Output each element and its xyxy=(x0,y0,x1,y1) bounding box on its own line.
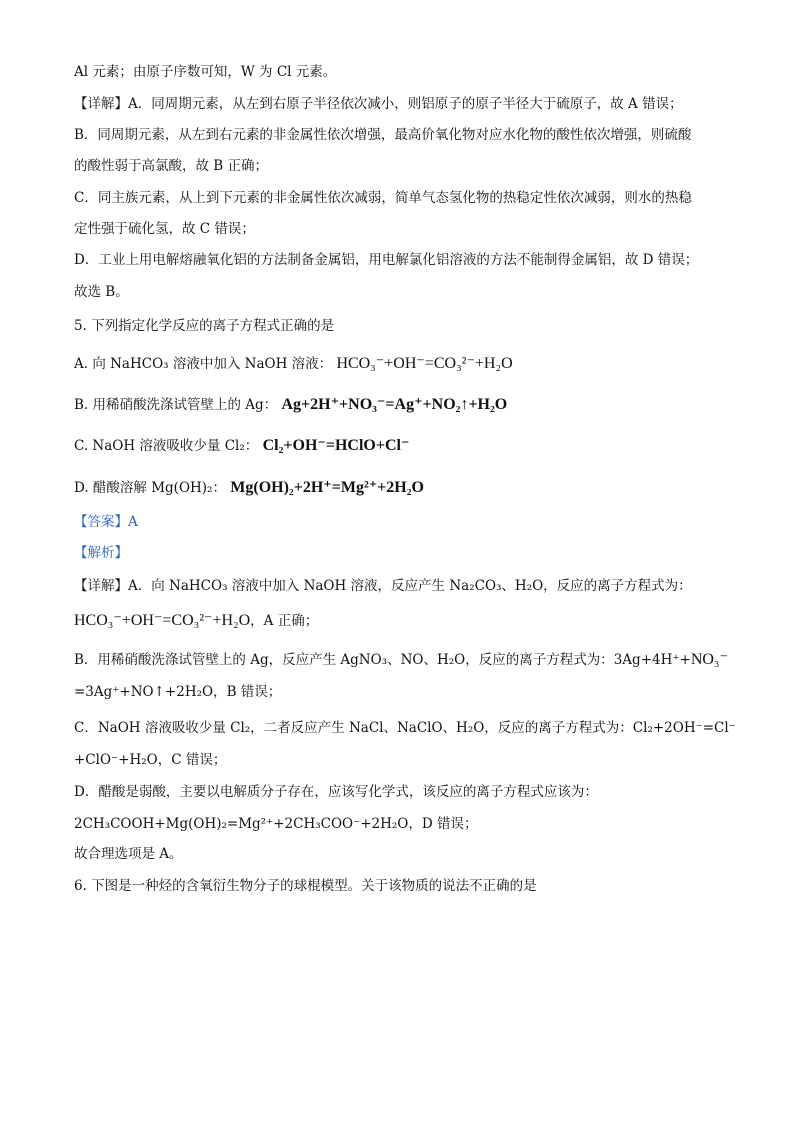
explain-b-equation: NO₃⁻ xyxy=(690,651,728,668)
option-a-equation: HCO₃⁻+OH⁻=CO₃²⁻+H₂O xyxy=(336,355,513,372)
explain-a-line2 xyxy=(74,609,318,634)
explain-a-equation: HCO₃⁻+OH⁻=CO₃²⁻+H₂O xyxy=(74,612,251,629)
option-b xyxy=(74,393,507,418)
question-6-stem: 6. 下图是一种烃的含氧衍生物分子的球棍模型。关于该物质的说法不正确的是 xyxy=(74,878,537,894)
explain-c-line2: +ClO⁻+H₂O，C 错误； xyxy=(74,752,227,768)
text-line: 定性强于硫化氢，故 C 错误； xyxy=(74,221,255,237)
answer-label: 【答案】A xyxy=(74,514,138,530)
option-b-equation: Ag+2H⁺+NO₃⁻=Ag⁺+NO₂↑+H₂O xyxy=(281,396,508,413)
text-line: B．同周期元素，从左到右元素的非金属性依次增强，最高价氧化物对应水化物的酸性依次增强，则硫酸 xyxy=(74,127,692,143)
explain-b-line1 xyxy=(74,648,728,673)
explain-d-line2: 2CH₃COOH+Mg(OH)₂=Mg²⁺+2CH₃COO⁻+2H₂O，D 错误； xyxy=(74,816,478,832)
option-c-equation: Cl₂+OH⁻=HClO+Cl⁻ xyxy=(262,437,410,454)
question-5-stem: 5. 下列指定化学反应的离子方程式正确的是 xyxy=(74,318,335,334)
explain-b-text: B．用稀硝酸洗涤试管壁上的 Ag，反应产生 AgNO₃、NO、H₂O，反应的离子方程式为：3Ag+4H⁺+ xyxy=(74,652,691,668)
option-c xyxy=(74,434,409,459)
text-line: 【详解】A．同周期元素，从左到右原子半径依次减小，则铝原子的原子半径大于硫原子，故 A 错误； xyxy=(74,96,683,112)
text-line: C．同主族元素，从上到下元素的非金属性依次减弱，简单气态氢化物的热稳定性依次减弱，则水的热稳 xyxy=(74,190,692,206)
explain-d-line1: D．醋酸是弱酸，主要以电解质分子存在，应该写化学式，该反应的离子方程式应该为： xyxy=(74,784,598,800)
option-d xyxy=(74,476,424,501)
option-c-text: C. NaOH 溶液吸收少量 Cl₂： xyxy=(74,438,259,454)
option-a xyxy=(74,352,513,377)
text-line: 的酸性弱于高氯酸，故 B 正确； xyxy=(74,158,269,174)
explain-c-line1: C．NaOH 溶液吸收少量 Cl₂，二者反应产生 NaCl、NaClO、H₂O，反应的离子方程式为：Cl₂+2OH⁻=Cl⁻ xyxy=(74,720,736,736)
explain-b-line2: =3Ag⁺+NO↑+2H₂O，B 错误； xyxy=(74,684,282,700)
option-d-equation: Mg(OH)₂+2H⁺=Mg²⁺+2H₂O xyxy=(230,479,424,496)
conclusion: 故合理选项是 A。 xyxy=(74,846,183,862)
text-line: D．工业上用电解熔融氧化铝的方法制备金属铝，用电解氯化铝溶液的方法不能制得金属铝，故 D 错误； xyxy=(74,252,699,268)
analysis-label: 【解析】 xyxy=(74,545,128,561)
explain-a-tail: ，A 正确； xyxy=(250,613,319,629)
option-d-text: D. 醋酸溶解 Mg(OH)₂： xyxy=(74,480,226,496)
text-line: Al 元素；由原子序数可知，W 为 Cl 元素。 xyxy=(74,64,337,80)
option-b-text: B. 用稀硝酸洗涤试管壁上的 Ag： xyxy=(74,397,278,413)
option-a-text: A. 向 NaHCO₃ 溶液中加入 NaOH 溶液： xyxy=(74,356,333,372)
text-line: 故选 B。 xyxy=(74,284,129,300)
explain-a-line1: 【详解】A．向 NaHCO₃ 溶液中加入 NaOH 溶液，反应产生 Na₂CO₃、H₂O，反应的离子方程式为： xyxy=(74,578,692,594)
